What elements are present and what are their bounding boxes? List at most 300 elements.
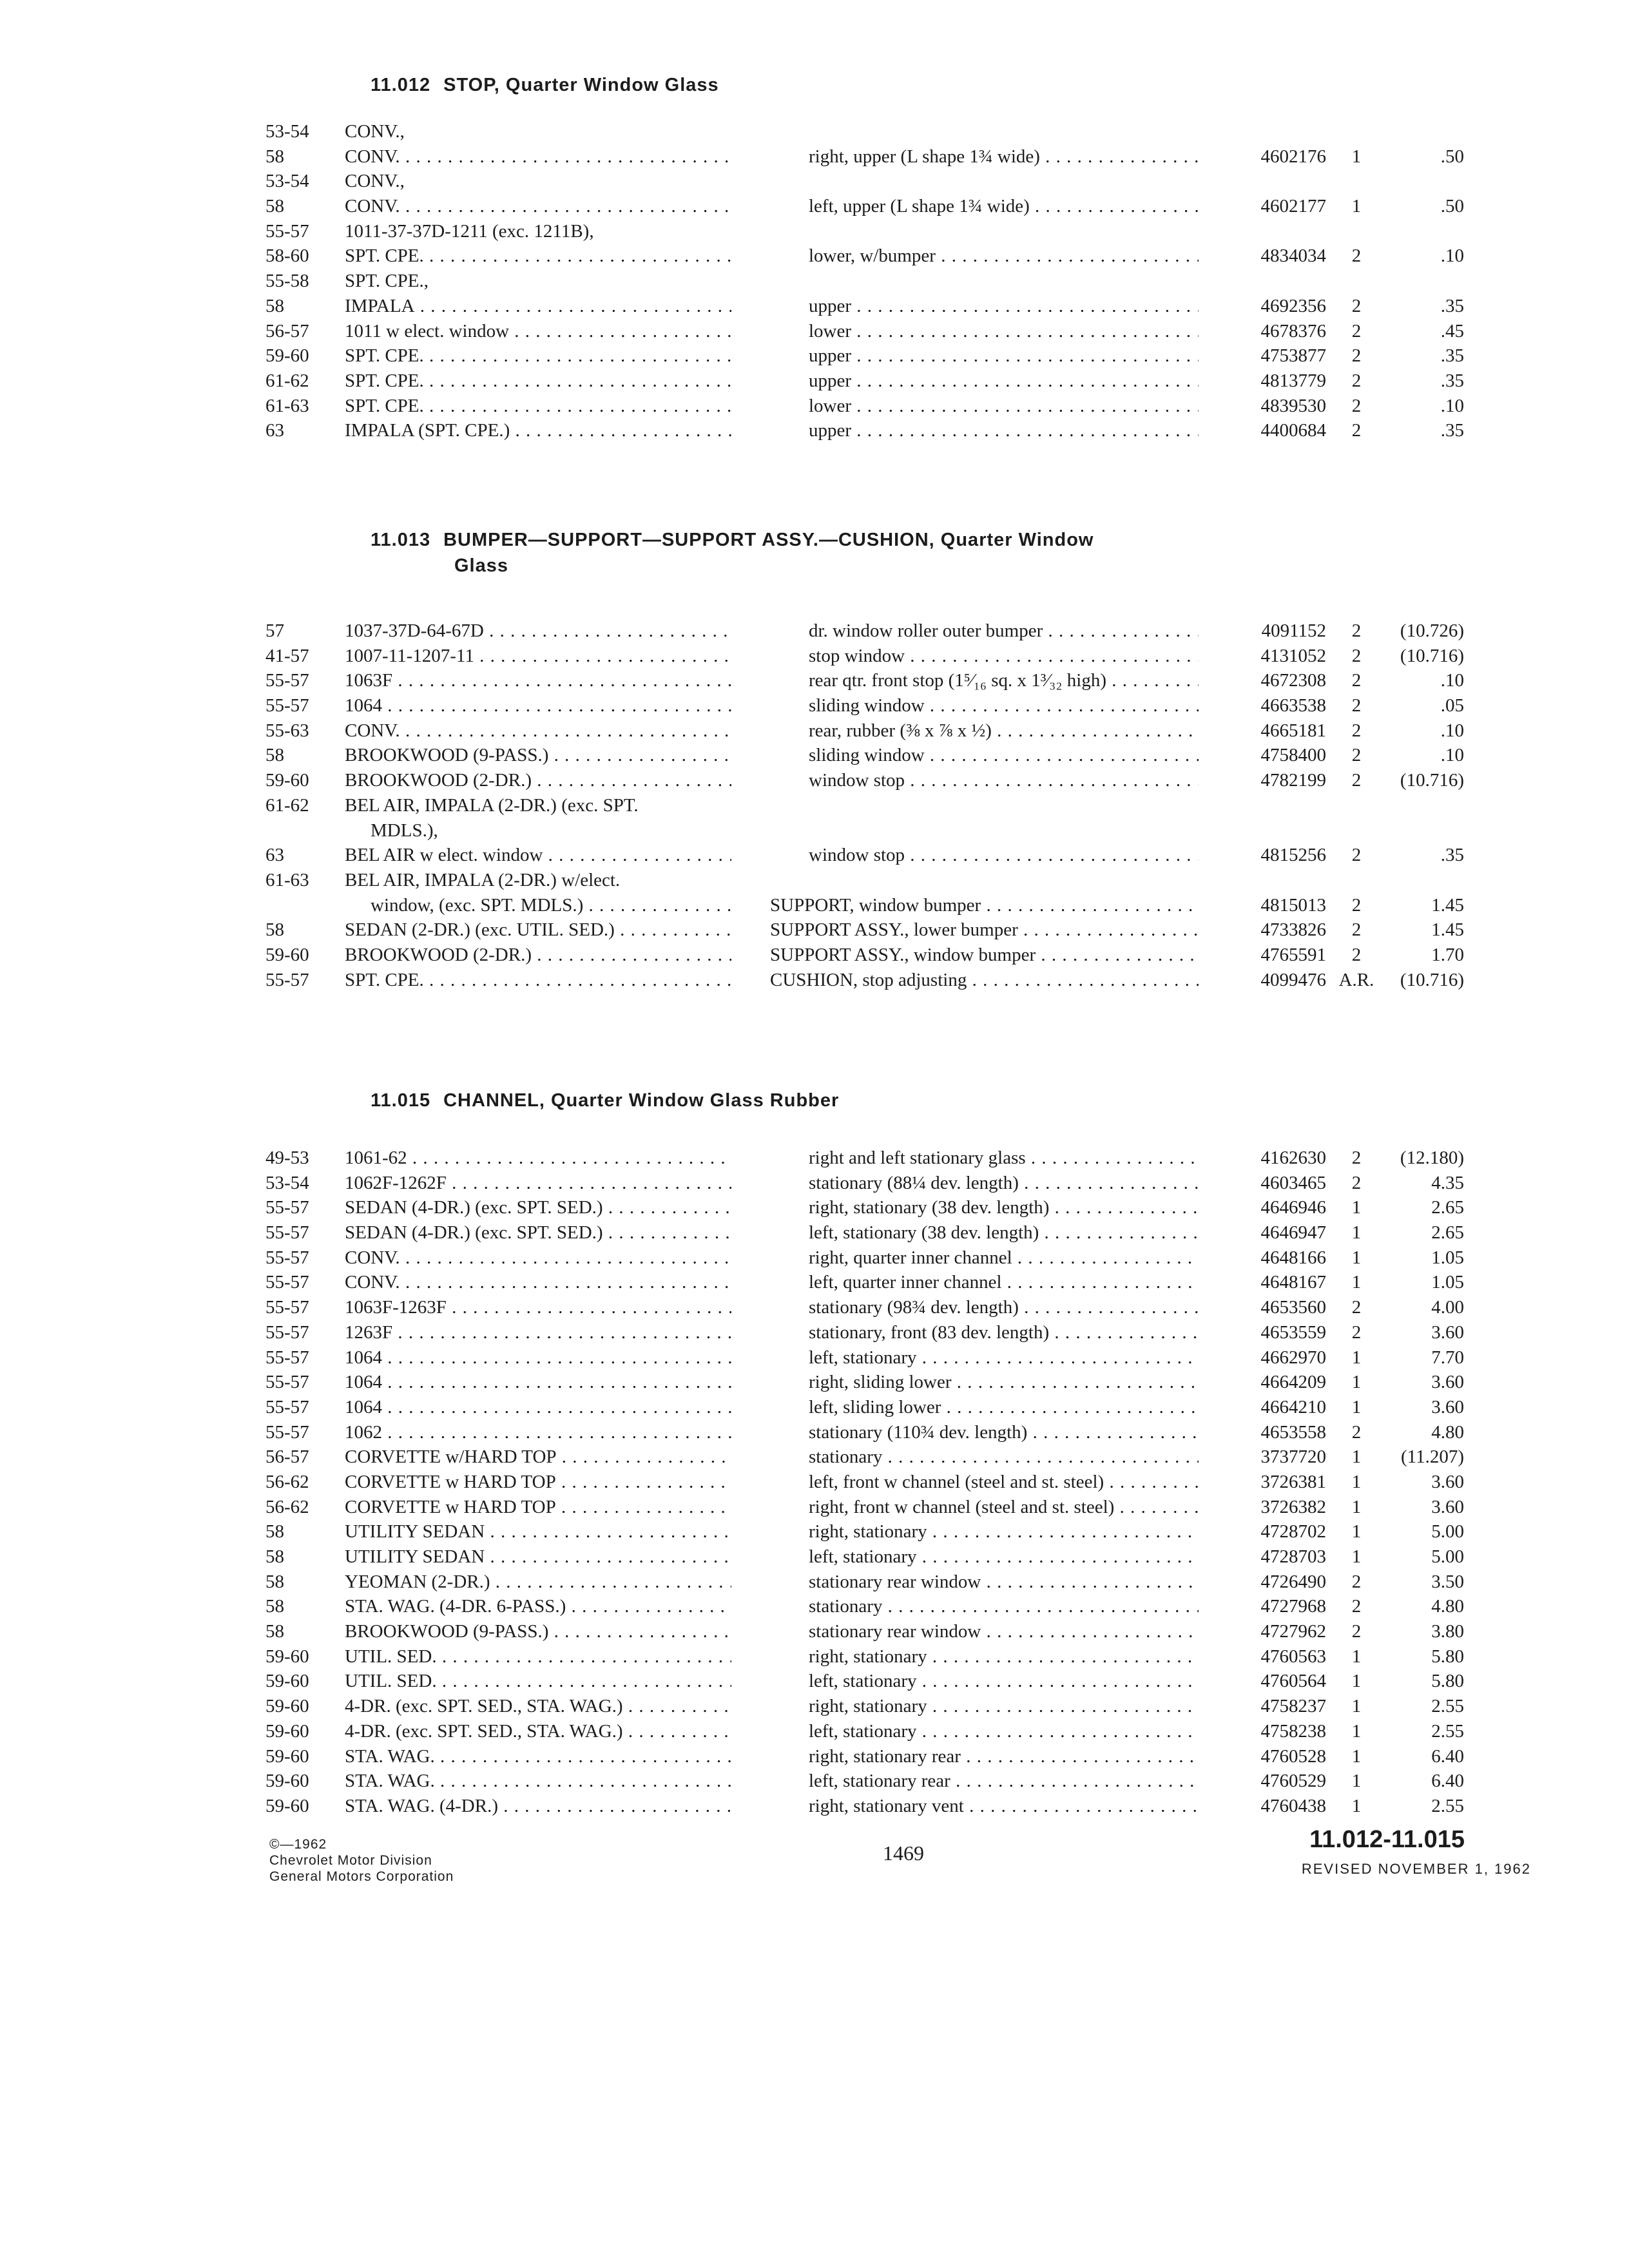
quantity: 1 [1351,1546,1362,1567]
model-year: 53-54 [265,1172,309,1193]
part-row [0,1495,1629,1520]
model-name: YEOMAN (2-DR.) . . . [345,1570,731,1595]
part-description: right, sliding lower . . . [809,1370,1199,1395]
part-number: 4665181 [1260,720,1326,741]
part-row [0,1544,1629,1570]
model-name: BROOKWOOD (2-DR.) . . . [345,768,731,793]
parts-list-11-015 [0,1146,1629,1819]
model-name: 1063F . . . [345,668,731,693]
part-description: right, stationary rear . . . [809,1744,1199,1769]
quantity: 1 [1351,1771,1362,1792]
price: 4.80 [1431,1421,1464,1443]
price: .35 [1440,845,1464,866]
part-description: right, stationary vent . . . [809,1794,1199,1819]
price: .05 [1440,695,1464,716]
model-year: 55-63 [265,720,309,741]
part-description: stationary (88¼ dev. length) . . . [809,1171,1199,1196]
part-row [0,294,1629,319]
model-year: 61-62 [265,370,309,391]
model-year: 55-57 [265,1347,309,1368]
model-name: STA. WAG. . . . [345,1744,731,1769]
model-name: BROOKWOOD (9-PASS.) . . . [345,1619,731,1644]
part-row [0,1270,1629,1295]
part-number: 4400684 [1260,420,1326,441]
price: 1.70 [1431,944,1464,965]
model-name: CORVETTE w HARD TOP . . . [345,1470,731,1495]
quantity: 1 [1351,1347,1362,1368]
model-year: 58-60 [265,245,309,267]
model-year: 56-57 [265,1446,309,1468]
price: 7.70 [1431,1347,1464,1368]
part-number: 4760528 [1260,1745,1326,1767]
model-year: 53-54 [265,121,309,142]
quantity: 2 [1351,1621,1362,1642]
price: 6.40 [1431,1771,1464,1792]
part-description: left, quarter inner channel . . . [809,1270,1199,1295]
part-description: stationary . . . [809,1445,1199,1470]
part-description: left, upper (L shape 1¾ wide) . . . [809,194,1199,219]
part-number: 4815013 [1260,894,1326,916]
part-row [0,1769,1629,1794]
model-year: 53-54 [265,171,309,192]
model-name: MDLS.), [371,820,438,841]
part-number: 4733826 [1260,919,1326,941]
model-year: 59-60 [265,1671,309,1692]
part-row [0,244,1629,269]
price: (12.180) [1400,1148,1464,1168]
model-name: 1064 . . . [345,1395,731,1420]
part-description: SUPPORT ASSY., window bumper . . . [770,943,1199,968]
quantity: 2 [1351,770,1362,791]
part-row [0,693,1629,718]
part-row [0,1744,1629,1769]
part-description: left, stationary (38 dev. length) . . . [809,1220,1199,1245]
price: 5.80 [1431,1646,1464,1667]
part-number: 3726382 [1260,1496,1326,1517]
part-description: stationary (110¾ dev. length) . . . [809,1420,1199,1445]
quantity: 2 [1351,395,1362,416]
part-number: 4653559 [1260,1321,1326,1343]
part-row [0,1146,1629,1171]
price: 4.00 [1431,1297,1464,1318]
part-row [0,644,1629,669]
price: .35 [1440,295,1464,316]
price: 4.35 [1431,1172,1464,1193]
model-year: 61-62 [265,794,309,816]
section-title-11-015 [371,1088,839,1113]
model-name: 1064 . . . [345,693,731,718]
price: .10 [1440,745,1464,766]
quantity: 1 [1351,1446,1362,1468]
model-year: 55-57 [265,695,309,716]
part-number: 4664209 [1260,1372,1326,1393]
quantity: 2 [1351,1297,1362,1318]
model-year: 55-58 [265,271,309,292]
quantity: 2 [1351,845,1362,866]
model-name: CONV., [345,121,405,142]
part-description: stop window . . . [809,644,1199,669]
price: 1.45 [1431,919,1464,941]
part-description: right, stationary . . . [809,1694,1199,1719]
part-description: window stop . . . [809,843,1199,868]
model-year: 59-60 [265,1720,309,1742]
model-year: 59-60 [265,345,309,367]
price: .50 [1440,196,1464,217]
publisher-block [269,1836,454,1885]
model-name: 1037-37D-64-67D . . . [345,619,731,644]
model-year: 55-57 [265,1247,309,1268]
model-name: CONV. . . . [345,718,731,744]
part-number: 4753877 [1260,345,1326,367]
quantity: 2 [1351,645,1362,666]
page-number: 1469 [883,1841,924,1865]
model-year: 49-53 [265,1148,309,1168]
price: 3.50 [1431,1571,1464,1592]
model-year: 55-57 [265,1197,309,1218]
part-description: upper . . . [809,294,1199,319]
price: 2.65 [1431,1222,1464,1244]
model-name: 1062 . . . [345,1420,731,1445]
part-row [0,119,1629,144]
part-description: right, stationary . . . [809,1519,1199,1544]
quantity: 2 [1351,745,1362,766]
quantity: 2 [1351,1172,1362,1193]
part-description: lower . . . [809,319,1199,344]
model-year: 58 [265,1571,284,1592]
part-description: right, stationary (38 dev. length) . . . [809,1195,1199,1220]
model-year: 59-60 [265,1745,309,1767]
part-number: 4672308 [1260,670,1326,691]
part-row [0,768,1629,793]
quantity: 2 [1351,620,1362,641]
model-name: BROOKWOOD (2-DR.) . . . [345,943,731,968]
part-row [0,394,1629,419]
part-description: rear qtr. front stop (1⁵⁄₁₆ sq. x 1³⁄₃₂ high) . . . [809,668,1199,693]
section-heading: BUMPER—SUPPORT—SUPPORT ASSY.—CUSHION, Quarter Window [443,530,1094,550]
part-description: right, quarter inner channel . . . [809,1245,1199,1271]
part-row [0,1320,1629,1345]
price: .10 [1440,720,1464,741]
part-row [0,1794,1629,1819]
part-row [0,1669,1629,1694]
model-year: 63 [265,420,284,441]
part-row [0,418,1629,443]
quantity: 2 [1351,919,1362,941]
price: 2.65 [1431,1197,1464,1218]
part-row [0,968,1629,993]
part-number: 4727962 [1260,1621,1326,1642]
price: .35 [1440,345,1464,367]
part-description: right, front w channel (steel and st. steel) . . . [809,1495,1199,1520]
part-row [0,319,1629,344]
part-row [0,1719,1629,1744]
model-year: 58 [265,146,284,167]
part-number: 4662970 [1260,1347,1326,1368]
price: 5.80 [1431,1671,1464,1692]
part-row [0,943,1629,968]
model-name: 1064 . . . [345,1345,731,1370]
part-description: left, stationary rear . . . [809,1769,1199,1794]
part-row [0,1594,1629,1619]
quantity: 1 [1351,1795,1362,1816]
model-year: 61-63 [265,869,309,890]
model-name: BROOKWOOD (9-PASS.) . . . [345,743,731,768]
model-name: SEDAN (4-DR.) (exc. SPT. SED.) . . . [345,1195,731,1220]
model-name: CORVETTE w/HARD TOP . . . [345,1445,731,1470]
part-row [0,219,1629,244]
price: .35 [1440,420,1464,441]
model-name: UTILITY SEDAN . . . [345,1519,731,1544]
part-description: left, front w channel (steel and st. steel) . . . [809,1470,1199,1495]
quantity: 1 [1351,1247,1362,1268]
price: 3.60 [1431,1471,1464,1492]
model-name: 1064 . . . [345,1370,731,1395]
section-title-11-012 [371,72,719,98]
section-heading: CHANNEL, Quarter Window Glass Rubber [443,1090,840,1111]
part-row [0,269,1629,294]
price: 6.40 [1431,1745,1464,1767]
parts-list-11-012 [0,119,1629,443]
model-name: SEDAN (4-DR.) (exc. SPT. SED.) . . . [345,1220,731,1245]
part-number: 4728702 [1260,1521,1326,1542]
part-description: stationary, front (83 dev. length) . . . [809,1320,1199,1345]
model-year: 58 [265,745,284,766]
quantity: 1 [1351,1471,1362,1492]
model-year: 58 [265,1546,284,1567]
part-row [0,1519,1629,1544]
part-row [0,1171,1629,1196]
model-name: BEL AIR, IMPALA (2-DR.) (exc. SPT. [345,794,639,816]
quantity: 2 [1351,1421,1362,1443]
price: (10.716) [1400,969,1464,990]
model-year: 41-57 [265,645,309,666]
price: 4.80 [1431,1596,1464,1617]
part-row [0,818,1629,843]
part-number: 4099476 [1260,969,1326,990]
quantity: 1 [1351,1496,1362,1517]
part-number: 4664210 [1260,1396,1326,1418]
model-name: SPT. CPE. . . . [345,394,731,419]
quantity: 1 [1351,1272,1362,1293]
part-row [0,1245,1629,1271]
parts-list-11-013 [0,619,1629,992]
quantity: 1 [1351,1646,1362,1667]
part-description: dr. window roller outer bumper . . . [809,619,1199,644]
quantity: 2 [1351,695,1362,716]
model-year: 59-60 [265,944,309,965]
part-description: sliding window . . . [809,693,1199,718]
quantity: 2 [1351,370,1362,391]
part-description: stationary . . . [809,1594,1199,1619]
price: 3.80 [1431,1621,1464,1642]
part-number: 4727968 [1260,1596,1326,1617]
part-number: 4813779 [1260,370,1326,391]
part-number: 4663538 [1260,695,1326,716]
model-name: CONV. . . . [345,194,731,219]
quantity: 1 [1351,1720,1362,1742]
part-description: SUPPORT ASSY., lower bumper . . . [770,918,1199,943]
part-number: 4648167 [1260,1272,1326,1293]
part-description: rear, rubber (⅜ x ⅞ x ½) . . . [809,718,1199,744]
model-name: STA. WAG. (4-DR.) . . . [345,1794,731,1819]
model-name: CORVETTE w HARD TOP . . . [345,1495,731,1520]
part-number: 4760563 [1260,1646,1326,1667]
part-row [0,1445,1629,1470]
quantity: 1 [1351,1197,1362,1218]
model-name: 1011 w elect. window . . . [345,319,731,344]
revision-date: REVISED NOVEMBER 1, 1962 [1301,1861,1531,1877]
model-name: UTILITY SEDAN . . . [345,1544,731,1570]
model-year: 55-57 [265,1372,309,1393]
model-name: SPT. CPE. . . . [345,244,731,269]
price: .10 [1440,670,1464,691]
part-number: 4728703 [1260,1546,1326,1567]
price: 1.05 [1431,1272,1464,1293]
price: 5.00 [1431,1521,1464,1542]
model-name: 1061-62 . . . [345,1146,731,1171]
quantity: 2 [1351,295,1362,316]
part-row [0,868,1629,893]
model-name: 1011-37-37D-1211 (exc. 1211B), [345,220,594,242]
part-description: SUPPORT, window bumper . . . [770,893,1199,918]
quantity: A.R. [1338,969,1374,990]
quantity: 2 [1351,320,1362,341]
part-description: stationary (98¾ dev. length) . . . [809,1295,1199,1320]
model-year: 57 [265,620,284,641]
part-description: stationary rear window . . . [809,1619,1199,1644]
part-number: 4815256 [1260,845,1326,866]
part-number: 4782199 [1260,770,1326,791]
part-row [0,343,1629,369]
model-name: STA. WAG. . . . [345,1769,731,1794]
part-number: 4131052 [1260,645,1326,666]
price: 2.55 [1431,1720,1464,1742]
section-number: 11.015 [371,1090,431,1111]
price: 2.55 [1431,1795,1464,1816]
part-row [0,793,1629,818]
model-name: 1007-11-1207-11 . . . [345,644,731,669]
quantity: 1 [1351,1521,1362,1542]
part-row [0,668,1629,693]
part-description: right, upper (L shape 1¾ wide) . . . [809,144,1199,169]
model-name: 4-DR. (exc. SPT. SED., STA. WAG.) . . . [345,1694,731,1719]
model-name: CONV. . . . [345,1245,731,1271]
model-name: 1263F . . . [345,1320,731,1345]
model-year: 55-57 [265,1321,309,1343]
price: 5.00 [1431,1546,1464,1567]
model-name: SPT. CPE., [345,271,429,292]
quantity: 2 [1351,670,1362,691]
model-year: 55-57 [265,670,309,691]
part-row [0,1220,1629,1245]
price: 3.60 [1431,1396,1464,1418]
model-year: 55-57 [265,1421,309,1443]
model-year: 59-60 [265,770,309,791]
part-number: 4758238 [1260,1720,1326,1742]
model-year: 55-57 [265,1272,309,1293]
part-number: 4162630 [1260,1148,1326,1168]
section-title-11-013 [371,527,1094,579]
price: 2.55 [1431,1696,1464,1717]
quantity: 2 [1351,720,1362,741]
section-number: 11.013 [371,530,431,550]
model-year: 59-60 [265,1795,309,1816]
part-row [0,1470,1629,1495]
part-row [0,918,1629,943]
model-year: 58 [265,1621,284,1642]
part-number: 3726381 [1260,1471,1326,1492]
part-row [0,1694,1629,1719]
part-row [0,718,1629,744]
part-description: stationary rear window . . . [809,1570,1199,1595]
part-description: window stop . . . [809,768,1199,793]
model-name: BEL AIR w elect. window . . . [345,843,731,868]
part-number: 4758400 [1260,745,1326,766]
model-name: CONV. . . . [345,1270,731,1295]
model-year: 58 [265,1521,284,1542]
part-row [0,1195,1629,1220]
model-year: 58 [265,295,284,316]
part-number: 4646947 [1260,1222,1326,1244]
part-number: 4603465 [1260,1172,1326,1193]
model-year: 56-62 [265,1471,309,1492]
quantity: 2 [1351,894,1362,916]
part-description: upper . . . [809,343,1199,369]
model-name: SPT. CPE. . . . [345,369,731,394]
part-description: upper . . . [809,369,1199,394]
quantity: 2 [1351,345,1362,367]
price: .35 [1440,370,1464,391]
copyright: ©—1962 [269,1837,327,1852]
section-heading: STOP, Quarter Window Glass [443,75,719,95]
quantity: 1 [1351,1671,1362,1692]
model-year: 63 [265,845,284,866]
part-row [0,843,1629,868]
model-year: 55-57 [265,969,309,990]
part-row [0,369,1629,394]
model-name: 1062F-1262F . . . [345,1171,731,1196]
model-year: 55-57 [265,220,309,242]
model-year: 59-60 [265,1771,309,1792]
part-row [0,1295,1629,1320]
quantity: 2 [1351,1596,1362,1617]
part-number: 4765591 [1260,944,1326,965]
model-year: 58 [265,1596,284,1617]
part-row [0,1370,1629,1395]
model-name: 1063F-1263F . . . [345,1295,731,1320]
model-year: 56-62 [265,1496,309,1517]
part-number: 4726490 [1260,1571,1326,1592]
part-row [0,194,1629,219]
part-description: left, stationary . . . [809,1544,1199,1570]
part-number: 4758237 [1260,1696,1326,1717]
part-row [0,144,1629,169]
model-name: window, (exc. SPT. MDLS.) . . . [345,893,731,918]
price: .10 [1440,395,1464,416]
part-row [0,893,1629,918]
part-row [0,1570,1629,1595]
part-row [0,1420,1629,1445]
model-year: 58 [265,196,284,217]
part-number: 4602176 [1260,146,1326,167]
price: .50 [1440,146,1464,167]
part-description: upper . . . [809,418,1199,443]
price: 3.60 [1431,1372,1464,1393]
section-range: 11.012-11.015 [1309,1826,1465,1853]
division-name: Chevrolet Motor Division [269,1853,432,1868]
model-name: UTIL. SED. . . . [345,1644,731,1669]
part-row [0,619,1629,644]
